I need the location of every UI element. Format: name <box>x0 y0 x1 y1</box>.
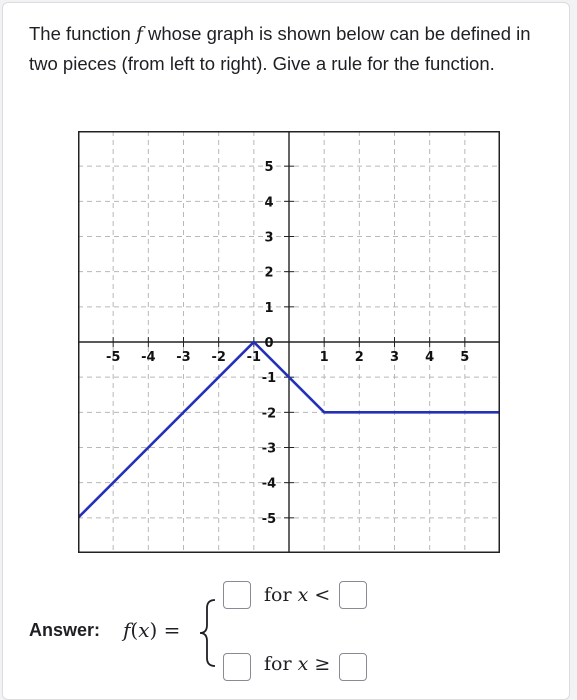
y-tick-label: -5 <box>261 511 277 527</box>
function-notation: f(x) = <box>123 618 181 642</box>
y-tick-label: -4 <box>261 476 277 492</box>
y-tick-label: 4 <box>264 195 274 211</box>
question-text-before: The function <box>29 23 136 44</box>
x-tick-label: -3 <box>176 350 191 365</box>
function-symbol: f <box>135 24 143 45</box>
y-tick-label: 5 <box>264 160 274 176</box>
y-tick-label: 0 <box>264 336 274 351</box>
answer-row <box>29 568 569 693</box>
y-tick-label: 2 <box>264 265 274 281</box>
piece2-operator: ≥ <box>314 653 331 675</box>
x-tick-label: 5 <box>460 350 470 365</box>
piece1-rule-input[interactable] <box>223 581 251 609</box>
piece1-condition <box>264 584 330 606</box>
question-text <box>29 19 559 78</box>
y-tick-label: -1 <box>261 371 277 387</box>
x-tick-label: -2 <box>211 350 226 365</box>
piece1-operator: < <box>314 584 331 606</box>
x-tick-label: -1 <box>246 350 262 365</box>
function-equals: ) = <box>149 618 181 642</box>
function-graph <box>78 131 500 553</box>
function-argument: x <box>138 618 150 642</box>
x-tick-label: -5 <box>105 350 121 365</box>
x-tick-label: 3 <box>389 350 400 365</box>
y-tick-label: -2 <box>261 406 277 422</box>
question-text-after: whose graph is shown below can be defined in two pieces (from left to right). Give a rule for the function. <box>29 23 531 74</box>
function-name: f <box>123 618 131 642</box>
piece2-rule-input[interactable] <box>223 653 251 681</box>
piece2-condition <box>264 653 330 675</box>
piece2-for-text: for <box>264 653 292 675</box>
x-tick-label: -4 <box>141 350 156 365</box>
piece2-bound-input[interactable] <box>339 653 367 681</box>
piecewise-brace <box>197 598 219 668</box>
piece1-variable: x <box>297 584 309 606</box>
x-tick-label: 4 <box>425 350 435 365</box>
piece1-bound-input[interactable] <box>339 581 367 609</box>
piece1-for-text: for <box>264 584 292 606</box>
piece2-variable: x <box>297 653 309 675</box>
x-tick-label: 1 <box>319 350 329 365</box>
y-tick-label: 3 <box>264 230 274 246</box>
question-card <box>2 2 570 700</box>
y-tick-label: 1 <box>264 300 274 316</box>
y-tick-label: -3 <box>261 441 277 457</box>
x-tick-label: 2 <box>354 350 364 365</box>
answer-label: Answer: <box>29 620 101 640</box>
